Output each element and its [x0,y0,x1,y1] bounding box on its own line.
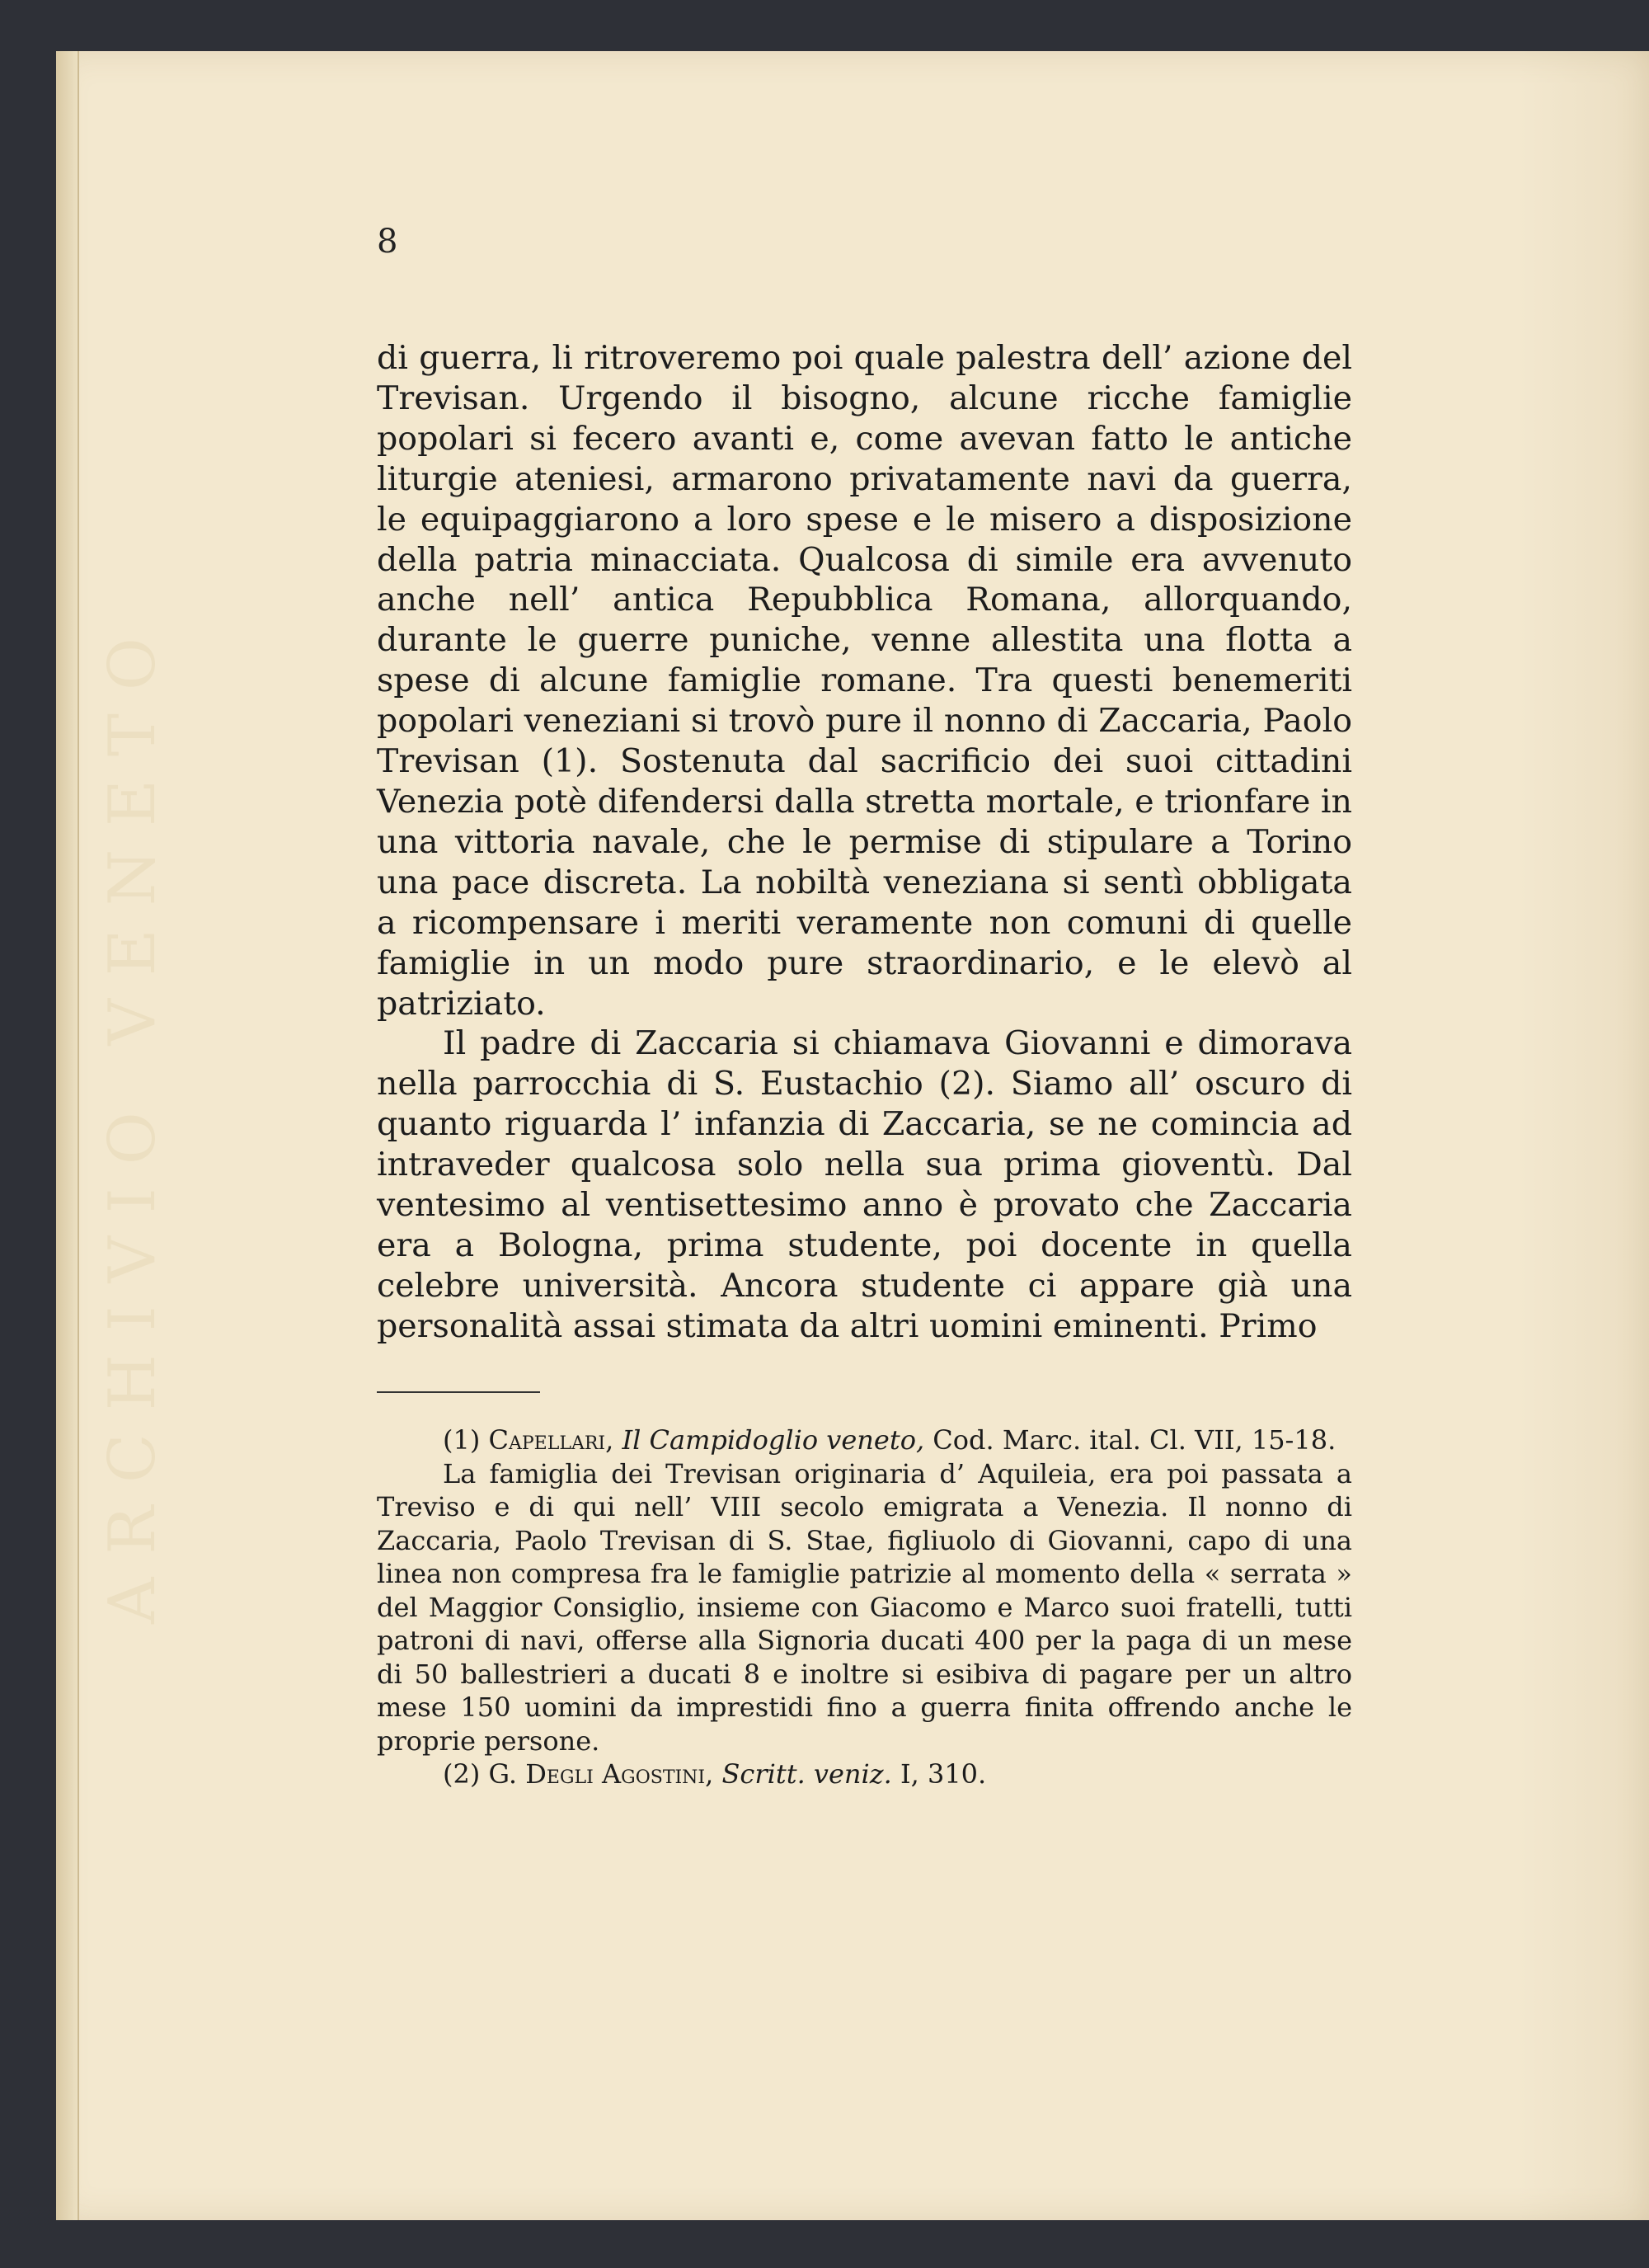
footnote-1-note: La famiglia dei Trevisan originaria d’ Aquileia, era poi passata a Treviso e di qui nell’ VIII secolo emigrata a Venezia. Il nonno di Zaccaria, Paolo Trevisan di S. Stae, figliuolo di Giovanni, capo di una linea non compresa fra le famiglie patrizie al momento della « serrata » del Maggior Consiglio, insieme con Giacomo e Marco suoi fratelli, tutti patroni di navi, offerse alla Signoria ducati 400 per la paga di un mese di 50 ballestrieri a ducati 8 e inoltre si esibiva di pagare per un altro mese 150 uomini da imprestidi fino a guerra finita offrendo anche le proprie persone. [377,1457,1352,1757]
page-number: 8 [377,223,398,261]
footnotes [377,1423,1352,1791]
footnote-2-author: G. Degli Agostini, [488,1758,714,1790]
footnote-2-rest: I, 310. [900,1758,987,1790]
footnote-1-rest: Cod. Marc. ital. Cl. VII, 15-18. [933,1424,1337,1456]
footnote-1-title: Il Campidoglio veneto, [622,1424,925,1456]
paragraph-2: Il padre di Zaccaria si chiamava Giovanni e dimorava nella parrocchia di S. Eustachio (2). Siamo all’ oscuro di quanto riguarda l’ infanzia di Zaccaria, se ne comincia ad intraveder qualcosa solo nella sua prima gioventù. Dal ventesimo al ventisettesimo anno è provato che Zaccaria era a Bologna, prima studente, poi docente in quella celebre università. Ancora studente ci appare già una personalità assai stimata da altri uomini eminenti. Primo [377,1024,1352,1345]
footnote-2 [377,1757,1352,1791]
footnote-2-title: Scritt. veniz. [721,1758,892,1790]
page-fold-shadow [1517,51,1649,2220]
footnote-2-marker: (2) [443,1758,481,1790]
footnote-1 [377,1423,1352,1457]
footnote-separator [377,1391,540,1393]
watermark: ARCHIVIO VENETO [96,614,170,1624]
main-text [377,338,1352,1347]
footnote-1-author: Capellari, [488,1424,614,1456]
page-spine [56,51,79,2220]
footnote-1-marker: (1) [443,1424,481,1456]
paragraph-1: di guerra, li ritroveremo poi quale palestra dell’ azione del Trevisan. Urgendo il bisogno, alcune ricche famiglie popolari si fecero avanti e, come avevan fatto le antiche liturgie ateniesi, armarono privatamente navi da guerra, le equipaggiarono a loro spese e le misero a disposizione della patria minacciata. Qualcosa di simile era avvenuto anche nell’ antica Repubblica Romana, allorquando, durante le guerre puniche, venne allestita una flotta a spese di alcune famiglie romane. Tra questi benemeriti popolari veneziani si trovò pure il nonno di Zaccaria, Paolo Trevisan (1). Sostenuta dal sacrificio dei suoi cittadini Venezia potè difendersi dalla stretta mortale, e trionfare in una vittoria navale, che le permise di stipulare a Torino una pace discreta. La nobiltà veneziana si sentì obbligata a ricompensare i meriti veramente non comuni di quelle famiglie in un modo pure straordinario, e le elevò al patriziato. [377,339,1352,1023]
